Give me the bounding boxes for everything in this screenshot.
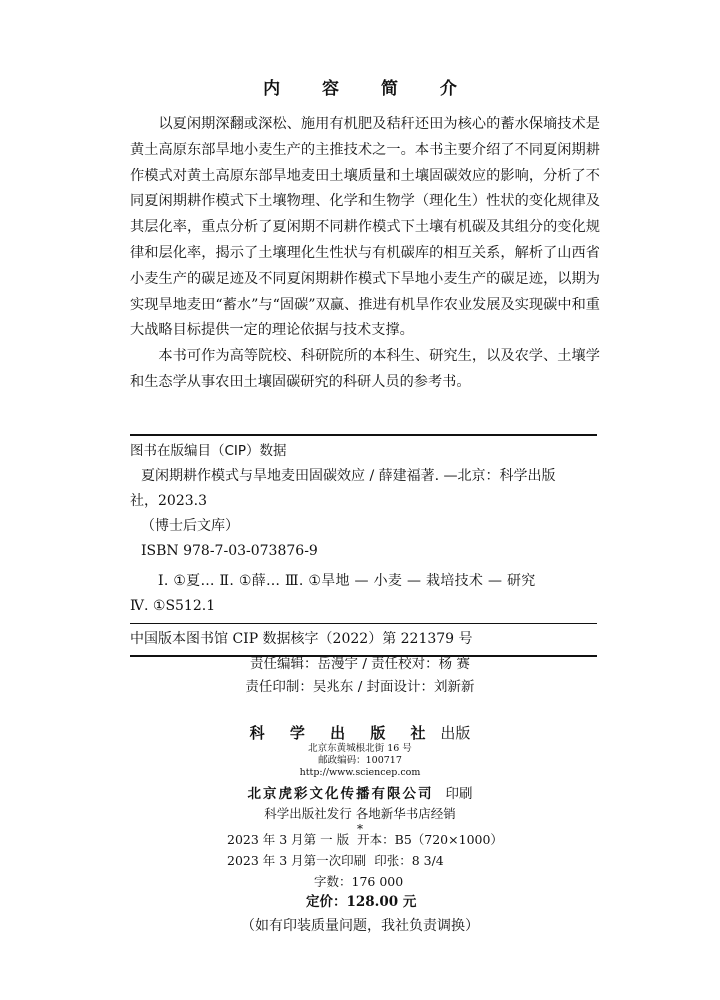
- quality-notice: （如有印装质量问题，我社负责调换）: [241, 918, 479, 934]
- format-info: 开本：B5（720×1000）: [357, 832, 503, 847]
- publisher-url: http://www.sciencep.com: [299, 767, 421, 778]
- edition-row: [227, 829, 527, 850]
- intro-paragraph: 以夏闲期深翻或深松、施用有机肥及秸秆还田为核心的蓄水保墒技术是黄土高原东部旱地小麦生产的主推技术之一。本书主要介绍了不同夏闲期耕作模式对黄土高原东部旱地麦田土壤质量和土壤固碳效应的影响，分析了不同夏闲期耕作模式下土壤物理、化学和生物学（理化生）性状的变化规律及其层化率，重点分析了夏闲期不同耕作模式下土壤有机碳及其组分的变化规律和层化率，揭示了土壤理化生性状与有机碳库的相互关系，解析了山西省小麦生产的碳足迹及不同夏闲期耕作模式下旱地小麦生产的碳足迹，以期为实现旱地麦田“蓄水”与“固碳”双赢、推进有机旱作农业发展及实现碳中和重大战略目标提供一定的理论依据与技术支撑。: [130, 116, 600, 339]
- cip-heading: 图书在版编目（CIP）数据: [130, 443, 287, 459]
- intro-paragraph: 本书可作为高等院校、科研院所的本科生、研究生，以及农学、土壤学和生态学从事农田土壤固碳研究的科研人员的参考书。: [130, 348, 600, 390]
- page-title: 内 容 简 介: [263, 79, 475, 99]
- cip-series: （博士后文库）: [141, 518, 239, 534]
- publisher-suffix: 出版: [440, 724, 471, 742]
- cip-classification: Ⅳ. ①S512.1: [130, 598, 216, 614]
- cip-entry-line: 夏闲期耕作模式与旱地麦田固碳效应 / 薛建福著. —北京：科学出版: [141, 468, 556, 484]
- cip-isbn: ISBN 978-7-03-073876-9: [141, 543, 318, 559]
- cip-entry-line: 社，2023.3: [130, 493, 207, 509]
- price: 定价：128.00 元: [306, 894, 417, 910]
- edition-date: 2023 年 3 月第 一 版: [227, 832, 350, 847]
- intro-section: [130, 112, 600, 396]
- printer-row: [0, 782, 720, 802]
- word-count: 字数：176 000: [314, 874, 404, 889]
- staff-credits: [0, 653, 720, 699]
- cip-block: [130, 434, 597, 657]
- publisher-name-row: [0, 722, 720, 743]
- print-row: [227, 850, 527, 871]
- sheets-info: 印张：8 3/4: [374, 853, 444, 868]
- printer-name: 北京虎彩文化传播有限公司: [247, 786, 434, 802]
- publisher-block: [0, 722, 720, 834]
- printer-suffix: 印刷: [445, 786, 473, 802]
- publisher-postcode: 邮政编码：100717: [318, 755, 402, 766]
- edition-block: [227, 829, 527, 913]
- cip-nlc-number: 中国版本图书馆 CIP 数据核字（2022）第 221379 号: [130, 623, 597, 657]
- cip-classification: Ⅰ. ①夏… Ⅱ. ①薛… Ⅲ. ①旱地 — 小麦 — 栽培技术 — 研究: [158, 573, 536, 589]
- publisher-address: 北京东黄城根北街 16 号: [308, 743, 412, 754]
- staff-line: 责任印制：吴兆东 / 封面设计：刘新新: [245, 679, 475, 695]
- publisher-name: 科 学 出 版 社: [249, 724, 436, 742]
- print-date: 2023 年 3 月第一次印刷: [227, 853, 367, 868]
- separator-star: *: [357, 822, 363, 836]
- distribution-line: 科学出版社发行 各地新华书店经销: [264, 806, 456, 821]
- staff-line: 责任编辑：岳漫宇 / 责任校对：杨 赛: [250, 656, 470, 672]
